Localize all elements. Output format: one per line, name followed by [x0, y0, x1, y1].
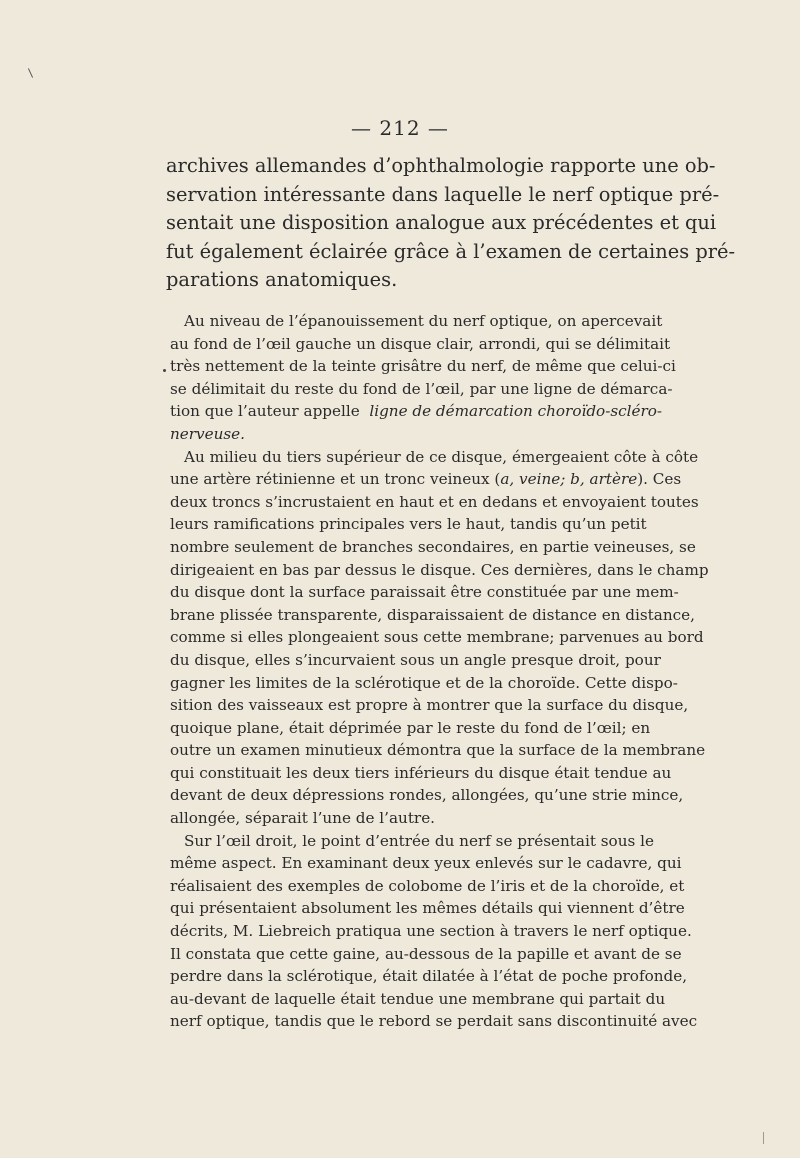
page-number: — 212 —: [351, 116, 449, 140]
text-line: décrits, M. Liebreich pratiqua une section à travers le nerf optique.: [170, 922, 692, 941]
text-line: [170, 468, 682, 491]
intro-paragraph: [166, 152, 736, 295]
ink-speck: [163, 369, 166, 372]
text-line: nerf optique, tandis que le rebord se perdait sans discontinuité avec: [170, 1012, 698, 1031]
text-line: Il constata que cette gaine, au-dessous de la papille et avant de se: [170, 944, 682, 963]
margin-mark: [28, 68, 33, 77]
text-line: [170, 423, 640, 446]
main-text: [170, 310, 709, 1033]
text-fragment: ). Ces: [637, 470, 682, 489]
text-line: Au niveau de l’épanouissement du nerf optique, on apercevait: [184, 312, 663, 330]
text-line: réalisaient des exemples de colobome de l’iris et de la choroïde, et: [170, 876, 685, 895]
text-line: sentait une disposition analogue aux précédentes et qui: [166, 211, 717, 234]
text-line: brane plissée transparente, disparaissaient de distance en distance,: [170, 605, 695, 624]
italic-term: ligne de démarcation choroïdo-scléro-: [369, 402, 663, 421]
text-line: comme si elles plongeaient sous cette membrane; parvenues au bord: [170, 628, 704, 647]
text-line: qui constituait les deux tiers inférieurs du disque était tendue au: [170, 763, 672, 782]
text-line: gagner les limites de la sclérotique et de la choroïde. Cette dispo-: [170, 673, 678, 692]
text-line: quoique plane, était déprimée par le reste du fond de l’œil; en: [170, 718, 651, 737]
text-line: Au milieu du tiers supérieur de ce disque, émergeaient côte à côte: [184, 447, 699, 466]
text-line: très nettement de la teinte grisâtre du nerf, de même que celui-ci: [170, 357, 676, 376]
text-line: Sur l’œil droit, le point d’entrée du nerf se présentait sous le: [184, 831, 654, 850]
text-line: du disque dont la surface paraissait être constituée par une mem-: [170, 583, 679, 602]
text-line: [170, 400, 663, 423]
text-fragment: une artère rétinienne et un tronc veineux (: [170, 470, 501, 489]
text-line: même aspect. En examinant deux yeux enlevés sur le cadavre, qui: [170, 854, 682, 873]
text-line: perdre dans la sclérotique, était dilatée à l’état de poche profonde,: [170, 967, 688, 986]
text-line: leurs ramifications principales vers le haut, tandis qu’un petit: [170, 515, 647, 534]
margin-mark-bottom: [763, 1132, 764, 1144]
text-line: sition des vaisseaux est propre à montrer que la surface du disque,: [170, 696, 689, 715]
text-line: servation intéressante dans laquelle le nerf optique pré-: [166, 182, 720, 206]
text-line: dirigeaient en bas par dessus le disque. Ces dernières, dans le champ: [170, 560, 709, 579]
text-line: deux troncs s’incrustaient en haut et en dedans et envoyaient toutes: [170, 492, 699, 511]
text-line: au fond de l’œil gauche un disque clair, arrondi, qui se délimitait: [170, 334, 671, 353]
text-line: fut également éclairée grâce à l’examen de certaines pré-: [166, 239, 736, 263]
text-line: se délimitait du reste du fond de l’œil, par une ligne de démarca-: [170, 379, 673, 398]
text-line: allongée, séparait l’une de l’autre.: [170, 809, 436, 828]
text-fragment: tion que l’auteur appelle: [170, 402, 360, 421]
text-line: outre un examen minutieux démontra que la surface de la membrane: [170, 741, 706, 760]
text-line: du disque, elles s’incurvaient sous un angle presque droit, pour: [170, 650, 661, 669]
text-line: parations anatomiques.: [166, 268, 398, 291]
text-line: qui présentaient absolument les mêmes détails qui viennent d’être: [170, 899, 685, 918]
text-line: archives allemandes d’ophthalmologie rapporte une ob-: [166, 154, 716, 177]
italic-term: nerveuse.: [170, 424, 245, 443]
text-line: au-devant de laquelle était tendue une membrane qui partait du: [170, 989, 666, 1008]
text-line: nombre seulement de branches secondaires, en partie veineuses, se: [170, 537, 696, 556]
text-line: devant de deux dépressions rondes, allongées, qu’une strie mince,: [170, 786, 684, 805]
italic-term: a, veine; b, artère: [500, 470, 638, 489]
